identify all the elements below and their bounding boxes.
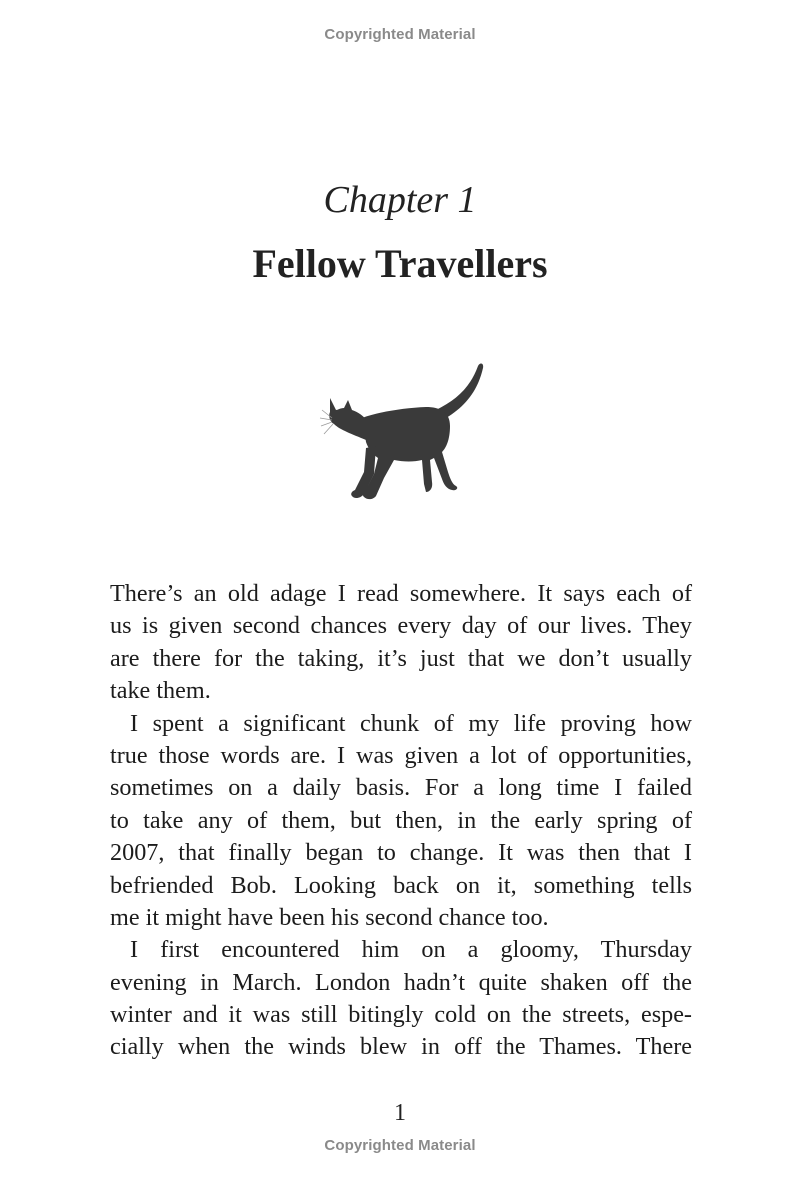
paragraph-2-line-2: true those words are. I was given a lot of opportunities, (110, 741, 692, 769)
chapter-title: Fellow Travellers (252, 241, 548, 286)
paragraph-2-line-4: to take any of them, but then, in the early spring of (110, 806, 692, 834)
paragraph-2-line-5: 2007, that finally began to change. It was then that I (110, 839, 692, 867)
copyright-watermark-bottom: Copyrighted Material (324, 1137, 476, 1154)
paragraph-3-line-4: cially when the winds blew in off the Thames. There (110, 1033, 692, 1061)
body-text (110, 578, 692, 1064)
chapter-label: Chapter 1 (323, 179, 477, 221)
paragraph-2-line-3: sometimes on a daily basis. For a long time I failed (110, 774, 692, 802)
paragraph-1-line-1: There’s an old adage I read somewhere. It says each of (110, 580, 692, 607)
cat-silhouette-icon (318, 360, 488, 505)
paragraph-1-line-3: are there for the taking, it’s just that we don’t usually (110, 644, 692, 672)
copyright-watermark-top: Copyrighted Material (324, 26, 476, 43)
paragraph-3-line-1: I first encountered him on a gloomy, Thursday (130, 936, 692, 964)
paragraph-3-line-3: winter and it was still bitingly cold on the streets, espe- (110, 1001, 692, 1029)
page-number: 1 (394, 1100, 406, 1126)
paragraph-1-line-4: take them. (110, 677, 211, 705)
paragraph-2-line-1: I spent a significant chunk of my life proving how (130, 709, 692, 737)
paragraph-2-line-7: me it might have been his second chance too. (110, 903, 549, 931)
paragraph-2-line-6: befriended Bob. Looking back on it, something tells (110, 871, 692, 899)
paragraph-1-line-2: us is given second chances every day of our lives. They (110, 612, 692, 640)
paragraph-3-line-2: evening in March. London hadn’t quite shaken off the (110, 968, 692, 996)
